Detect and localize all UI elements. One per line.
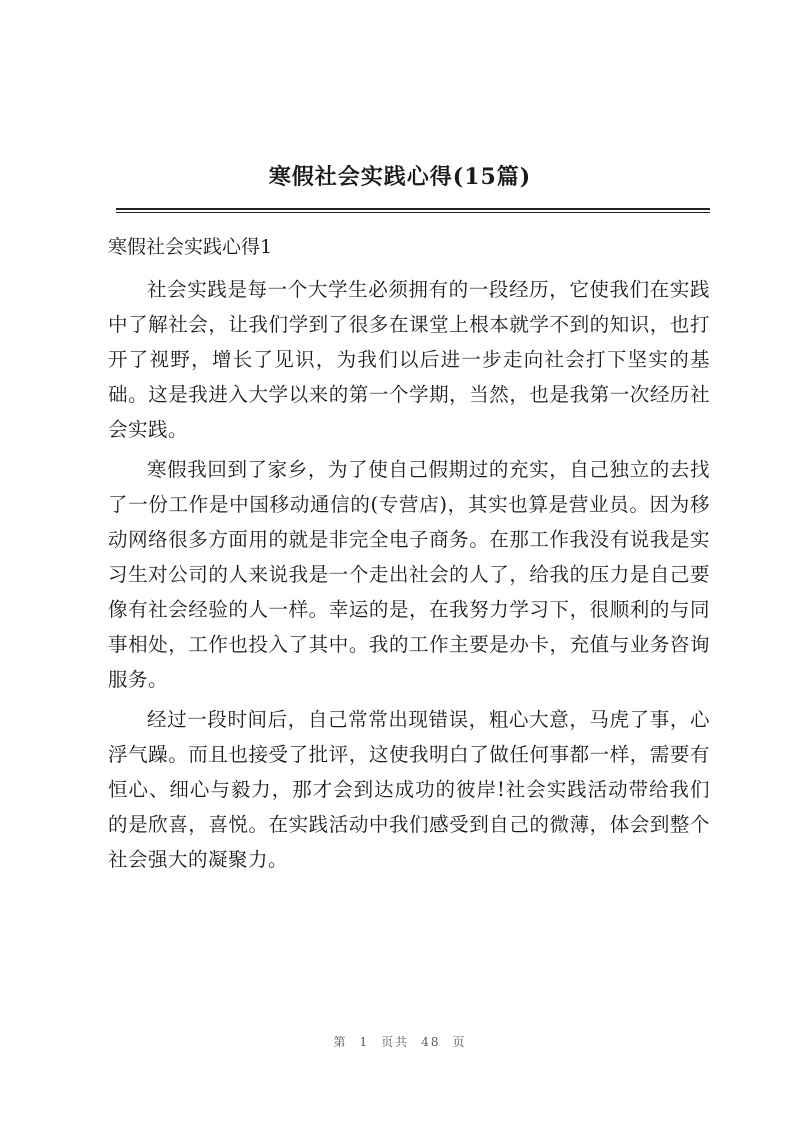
paragraph: 经过一段时间后，自己常常出现错误，粗心大意，马虎了事，心浮气躁。而且也接受了批评，这使我明白了做任何事都一样，需要有恒心、细心与毅力，那才会到达成功的彼岸!社会实践活动带给我们的是欣喜，喜悦。在实践活动中我们感受到自己的微薄，体会到整个社会强大的凝聚力。 [108,708,710,871]
current-page-number: 1 [359,1035,370,1049]
paragraph: 社会实践是每一个大学生必须拥有的一段经历，它使我们在实践中了解社会，让我们学到了很多在课堂上根本就学不到的知识，也打开了视野，增长了见识，为我们以后进一步走向社会打下坚实的基础。这是我进入大学以来的第一个学期，当然，也是我第一次经历社会实践。 [108,278,710,441]
total-pages-number: 48 [421,1035,441,1049]
title-divider [116,208,710,213]
page-footer [0,1033,800,1050]
footer-suffix: 页 [452,1035,467,1049]
footer-prefix: 第 [333,1035,348,1049]
footer-middle: 页共 [381,1035,410,1049]
body-text [108,272,710,882]
section-heading: 寒假社会实践心得1 [108,236,273,258]
paragraph: 寒假我回到了家乡，为了使自己假期过的充实，自己独立的去找了一份工作是中国移动通信的(专营店)，其实也算是营业员。因为移动网络很多方面用的就是非完全电子商务。在那工作我没有说我是实习生对公司的人来说我是一个走出社会的人了，给我的压力是自己要像有社会经验的人一样。幸运的是，在我努力学习下，很顺利的与同事相处，工作也投入了其中。我的工作主要是办卡，充值与业务咨询服务。 [108,458,710,691]
page-title: 寒假社会实践心得(15篇) [268,164,532,190]
